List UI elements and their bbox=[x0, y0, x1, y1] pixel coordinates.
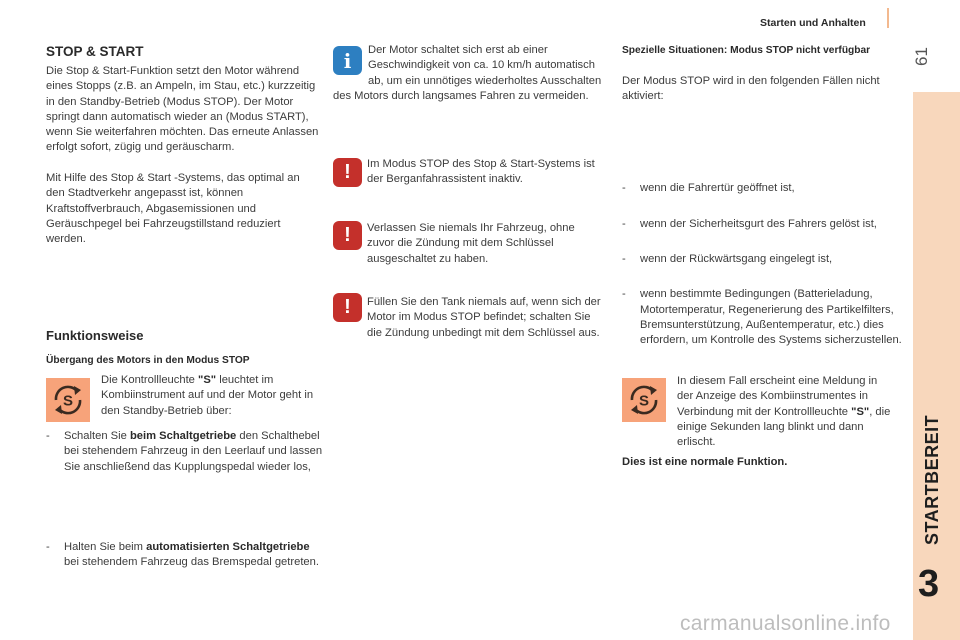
function-heading: Funktionsweise bbox=[46, 328, 144, 343]
section-header: Starten und Anhalten bbox=[760, 17, 866, 29]
watermark: carmanualsonline.info bbox=[680, 612, 891, 635]
list-item: - wenn der Sicherheitsgurt des Fahrers gelöst ist, bbox=[622, 217, 877, 230]
chapter-number: 3 bbox=[918, 563, 940, 605]
warning-note-1: Im Modus STOP des Stop & Start-Systems ist der Berganfahrassistent inaktiv. bbox=[367, 158, 595, 186]
warning-icon: ! bbox=[333, 221, 362, 250]
indicator-description: Die Kontrollleuchte "S" leuchtet im Kombiinstrument auf und der Motor geht in den Standby-Betrieb über: bbox=[101, 374, 314, 417]
stop-start-indicator-icon bbox=[622, 378, 666, 422]
svg-text:S: S bbox=[638, 392, 650, 410]
normal-function-note: Dies ist eine normale Funktion. bbox=[622, 456, 788, 468]
subsection-heading: Übergang des Motors in den Modus STOP bbox=[46, 355, 250, 366]
special-situations-heading: Spezielle Situationen: Modus STOP nicht verfügbar bbox=[622, 45, 871, 56]
stop-start-indicator-icon bbox=[46, 378, 90, 422]
chapter-sidebar bbox=[913, 92, 960, 640]
header-divider bbox=[887, 8, 889, 28]
section-title: STOP & START bbox=[46, 44, 144, 59]
warning-note-2: Verlassen Sie niemals Ihr Fahrzeug, ohne zuvor die Zündung mit dem Schlüssel ausgeschaltet zu haben. bbox=[367, 222, 575, 265]
warning-icon: ! bbox=[333, 293, 362, 322]
svg-text:S: S bbox=[62, 392, 74, 410]
info-note: Der Motor schaltet sich erst ab einer Geschwindigkeit von ca. 10 km/h automatisch ab, um ein unnötiges wiederholtes Ausschalten des Motors durch langsames Fahren zu vermeiden. bbox=[333, 44, 602, 102]
list-item: - Schalten Sie beim Schaltgetriebe den Schalthebel bei stehendem Fahrzeug in den Leerlauf und lassen Sie anschließend das Kupplungspedal wieder los, bbox=[46, 430, 323, 473]
info-icon: i bbox=[333, 46, 362, 75]
list-item: - wenn der Rückwärtsgang eingelegt ist, bbox=[622, 253, 833, 266]
special-intro: Der Modus STOP wird in den folgenden Fällen nicht aktiviert: bbox=[622, 75, 880, 103]
warning-note-3: Füllen Sie den Tank niemals auf, wenn sich der Motor im Modus STOP befindet; schalten Sie die Zündung unbedingt mit dem Schlüssel aus. bbox=[367, 296, 601, 339]
list-item: - wenn die Fahrertür geöffnet ist, bbox=[622, 182, 795, 195]
indicator-message: In diesem Fall erscheint eine Meldung in der Anzeige des Kombiinstrumentes in Verbindung mit der Kontrollleuchte "S", die einige Sekunden lang blinkt und dann erlischt. bbox=[677, 375, 891, 449]
list-item: - wenn bestimmte Bedingungen (Batterieladung, Motortemperatur, Regenerierung des Partikelfilters, Bremsunterstützung, Außentemperatur, etc.) dies erfordern, um Kontrolle des Systems sicherzustellen. bbox=[622, 288, 902, 347]
list-item: - Halten Sie beim automatisierten Schaltgetriebe bei stehendem Fahrzeug das Bremspedal getreten. bbox=[46, 540, 319, 569]
intro-paragraph: Die Stop & Start-Funktion setzt den Motor während eines Stopps (z.B. an Ampeln, im Stau, etc.) kurzzeitig in den Standby-Betrieb (Modus STOP). Der Motor springt dann automatisch wieder an (Modus START), wenn Sie weiterfahren möchten. Das erneute Anlassen erfolgt sofort, zügig und geräuscharm. bbox=[46, 65, 319, 154]
chapter-title: STARTBEREIT bbox=[922, 414, 942, 545]
page-number: 61 bbox=[912, 47, 931, 66]
intro-paragraph-2: Mit Hilfe des Stop & Start -Systems, das optimal an den Stadtverkehr angepasst ist, können Kraftstoffverbrauch, Abgasemissionen und Geräuschpegel bei Fahrzeugstillstand reduziert werden. bbox=[46, 172, 300, 246]
warning-icon: ! bbox=[333, 158, 362, 187]
